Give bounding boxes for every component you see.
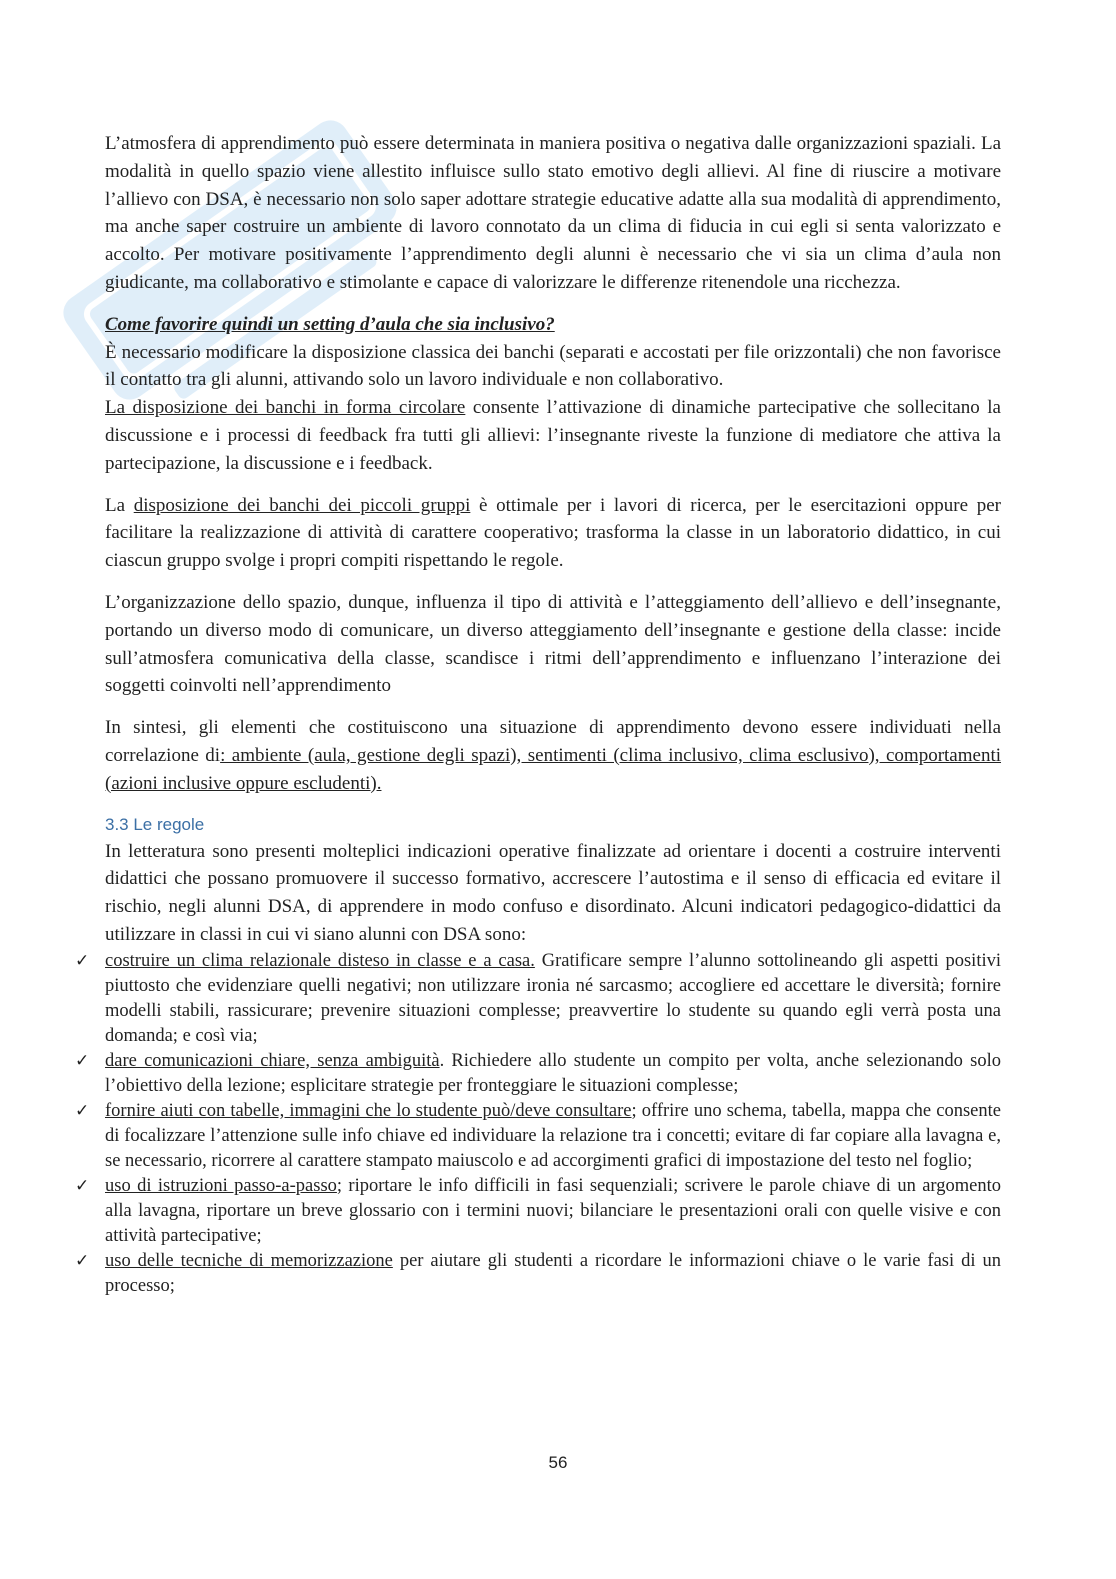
checkmark-icon: ✓ (75, 1100, 90, 1121)
paragraph-desk-layout (105, 339, 1001, 478)
checkmark-icon: ✓ (75, 1250, 90, 1271)
underlined-phrase: disposizione dei banchi dei piccoli gruppi (133, 494, 471, 516)
paragraph-text: La (105, 494, 134, 516)
list-item-text: Gratificare sempre l’alunno sottolineando gli aspetti positivi piuttosto che evidenziare quelli negativi; non utilizzare ironia né sarcasmo; accogliere ed accettare le diversità; fornire modelli stabili, rassicurare; prevenire situazioni complesse; preavvertire lo studente su quando egli verrà posta una domanda; e così via; (105, 950, 1001, 1046)
list-item (75, 1099, 1001, 1174)
paragraph-text: In sintesi, gli elementi che costituiscono una situazione di apprendimento devono essere individuati nella correlazione di (105, 717, 1001, 766)
underlined-phrase: La disposizione dei banchi in forma circolare (105, 397, 466, 419)
paragraph-summary (105, 714, 1001, 797)
intro-paragraph: L’atmosfera di apprendimento può essere determinata in maniera positiva o negativa dalle organizzazioni spaziali. La modalità in quello spazio viene allestito influisce sullo stato emotivo degli allievi. Al fine di riuscire a motivare l’allievo con DSA, è necessario non solo saper adottare strategie educative adatte alla sua modalità di apprendimento, ma anche saper costruire un ambiente di lavoro connotato da un clima di fiducia in cui egli si senta valorizzato e accolto. Per motivare positivamente l’apprendimento degli alunni è necessario che vi sia un clima d’aula non giudicante, ma collaborativo e stimolante e capace di valorizzare le differenze ritenendole una ricchezza. (105, 133, 1001, 293)
paragraph-text: consente l’attivazione di dinamiche partecipative che sollecitano la discussione e i processi di feedback fra tutti gli allievi: l’insegnante riveste la funzione di mediatore che attiva la partecipazione, la discussione e i feedback. (105, 397, 1001, 474)
page-number: 56 (548, 1453, 568, 1472)
list-item-text: ; offrire uno schema, tabella, mappa che consente di focalizzare l’attenzione sulle info chiave ed individuare la relazione tra i concetti; evitare di far copiare alla lavagna e, se necessario, ricorrere al carattere stampato maiuscolo e ad accorgimenti grafici di impostazione del testo nel foglio; (105, 1100, 1001, 1171)
checkmark-icon: ✓ (75, 1175, 90, 1196)
list-item (75, 1249, 1001, 1299)
page-content (75, 130, 1002, 1299)
underlined-phrase: costruire un clima relazionale disteso in classe e a casa. (105, 950, 535, 971)
checkmark-icon: ✓ (75, 1050, 90, 1071)
underlined-phrase: fornire aiuti con tabelle, immagini che lo studente può/deve consultare (105, 1100, 632, 1121)
paragraph-small-groups (105, 492, 1001, 575)
paragraph-text: È necessario modificare la disposizione classica dei banchi (separati e accostati per file orizzontali) che non favorisce il contatto tra gli alunni, attivando solo un lavoro individuale e non collaborativo. (105, 341, 1001, 391)
list-item-text: per aiutare gli studenti a ricordare le informazioni chiave o le varie fasi di un processo; (105, 1250, 1001, 1296)
underlined-phrase: dare comunicazioni chiare, senza ambiguità (105, 1050, 440, 1071)
paragraph-rules-intro: In letteratura sono presenti molteplici indicazioni operative finalizzate ad orientare i docenti a costruire interventi didattici che possano promuovere il successo formativo, accrescere l’autostima e il senso di efficacia ed evitare il rischio, negli alunni DSA, di apprendere in modo confuso e disordinato. Alcuni indicatori pedagogico-didattici da utilizzare in classi in cui vi siano alunni con DSA sono: (105, 840, 1001, 945)
indicators-list (75, 949, 1002, 1299)
section-heading: 3.3 Le regole (105, 814, 205, 834)
list-item (75, 1049, 1001, 1099)
underlined-phrase: : ambiente (aula, gestione degli spazi), sentimenti (clima inclusivo, clima esclusivo), comportamenti (azioni inclusive oppure escludenti). (105, 744, 1002, 794)
list-item (75, 1174, 1002, 1249)
list-item-text: ; riportare le info difficili in fasi sequenziali; scrivere le parole chiave di un argomento alla lavagna, riportare un breve glossario con i termini nuovi; bilanciare le presentazioni orali con quelle visive e con attività partecipative; (105, 1175, 1002, 1246)
paragraph-text: è ottimale per i lavori di ricerca, per le esercitazioni oppure per facilitare la realizzazione di attività di carattere cooperativo; trasforma la classe in un laboratorio didattico, in cui ciascun gruppo svolge i propri compiti rispettando le regole. (105, 494, 1001, 572)
underlined-phrase: uso di istruzioni passo-a-passo (105, 1175, 337, 1196)
section-question: Come favorire quindi un setting d’aula che sia inclusivo? (105, 313, 555, 335)
list-item (75, 949, 1001, 1049)
underlined-phrase: uso delle tecniche di memorizzazione (105, 1250, 393, 1271)
list-item-text: . Richiedere allo studente un compito per volta, anche selezionando solo l’obiettivo della lezione; esplicitare strategie per fronteggiare le situazioni complesse; (105, 1050, 1001, 1096)
checkmark-icon: ✓ (75, 950, 90, 971)
paragraph-space-organization: L’organizzazione dello spazio, dunque, influenza il tipo di attività e l’atteggiamento dell’allievo e dell’insegnante, portando un diverso modo di comunicare, un diverso atteggiamento dell’insegnante e gestione della classe: incide sull’atmosfera comunicativa della classe, scandisce i ritmi dell’apprendimento e influenzano l’interazione dei soggetti coinvolti nell’apprendimento (105, 591, 1001, 697)
